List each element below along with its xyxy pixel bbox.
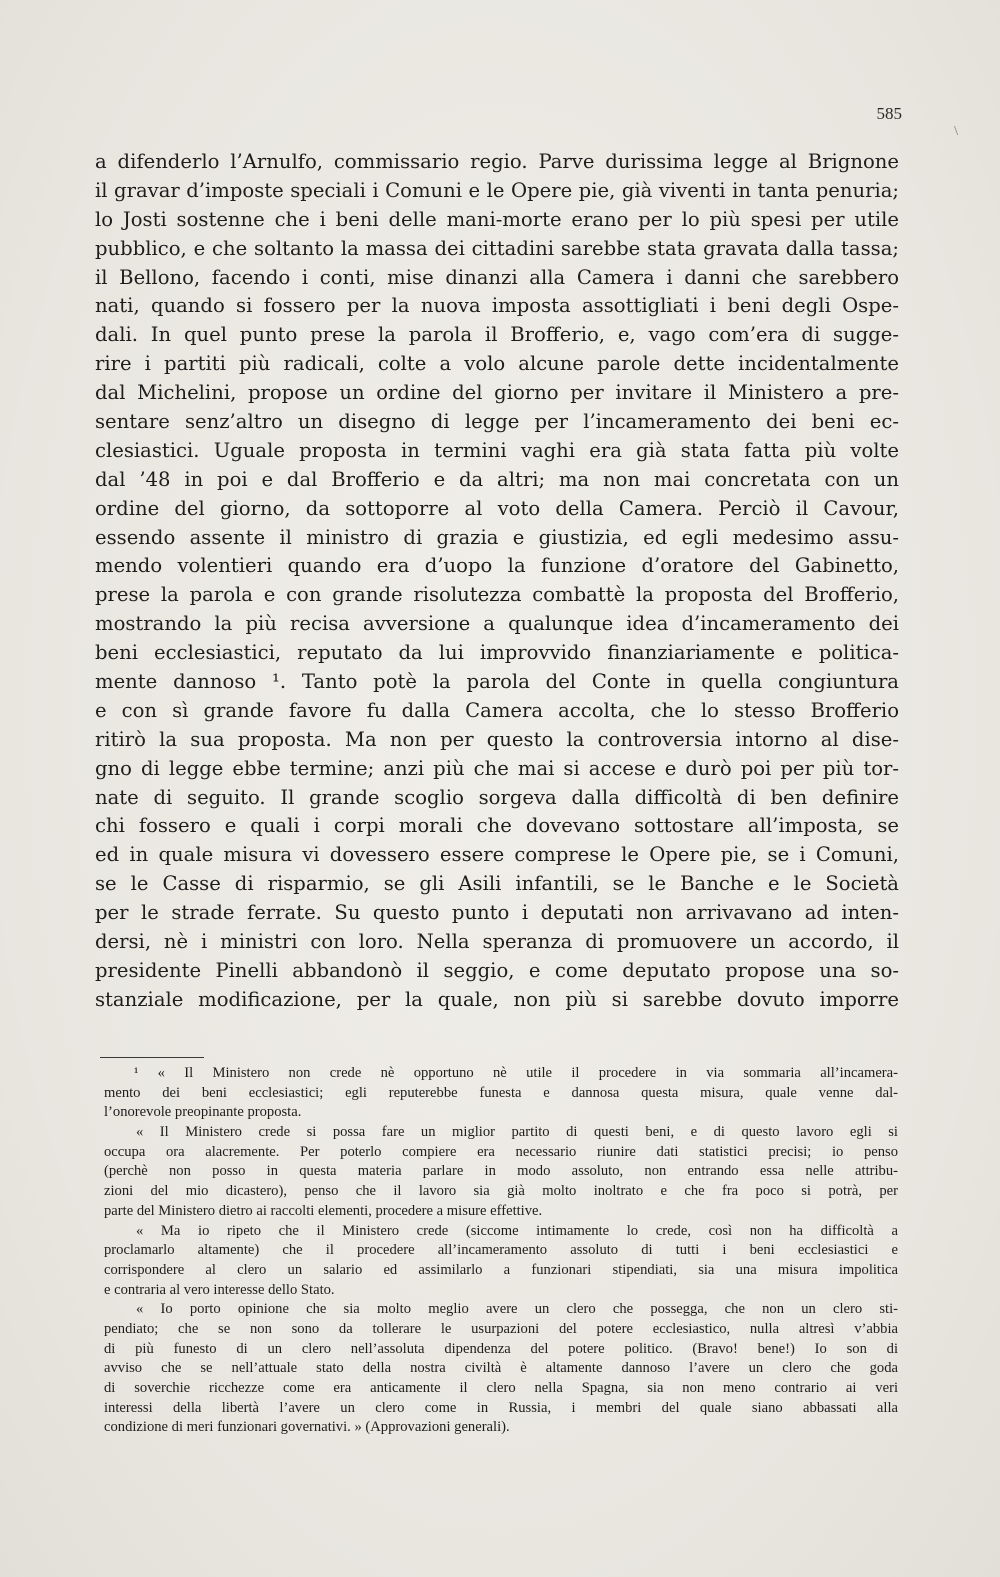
text-line: pubblico, e che soltanto la massa dei cittadini sarebbe stata gravata dalla tassa; [95,236,899,260]
footnote-line: condizione di meri funzionari governativi. » (Approvazioni generali). [104,1419,510,1436]
footnote-line: (perchè non posso in questa materia parlare in modo assoluto, non entrando essa nelle attribu- [104,1163,898,1180]
text-line: ordine del giorno, da sottoporre al voto della Camera. Perciò il Cavour, [95,496,899,520]
text-line: essendo assente il ministro di grazia e giustizia, ed egli medesimo assu- [95,525,899,549]
text-line: mostrando la più recisa avversione a qualunque idea d’incameramento dei [95,612,899,636]
footnote-line: mento dei beni ecclesiastici; egli reputerebbe funesta e dannosa questa misura, quale venne dal- [104,1084,898,1101]
text-line: beni ecclesiastici, reputato da lui improvvido finanziariamente e politica- [95,641,899,665]
text-line: dal Michelini, propose un ordine del giorno per invitare il Ministero a pre- [95,381,899,405]
text-line: nate di seguito. Il grande scoglio sorgeva dalla difficoltà di ben definire [95,785,899,809]
text-line: ritirò la sua proposta. Ma non per questo la controversia intorno al dise- [95,727,899,751]
text-line: e con sì grande favore fu dalla Camera accolta, che lo stesso Brofferio [95,698,899,722]
text-line: ed in quale misura vi dovessero essere comprese le Opere pie, se i Comuni, [95,843,899,867]
text-line: clesiastici. Uguale proposta in termini vaghi era già stata fatta più volte [95,438,899,462]
footnote-line: « Io porto opinione che sia molto meglio avere un clero che possegga, che non un clero sti- [136,1301,898,1318]
text-line: chi fossero e quali i corpi morali che dovevano sottostare all’imposta, se [95,814,899,838]
text-line: dal ’48 in poi e dal Brofferio e da altri; ma non mai concretata con un [95,467,899,491]
text-line: gno di legge ebbe termine; anzi più che mai si accese e durò poi per più tor- [95,756,899,780]
footnote-divider [100,1057,204,1058]
footnote-line: di soverchie ricchezze come era anticamente il clero nella Spagna, sia non meno contrario ai veri [104,1380,898,1396]
text-line: se le Casse di risparmio, se gli Asili infantili, se le Banche e le Società [95,872,899,896]
text-line: sentare senz’altro un disegno di legge per l’incameramento dei beni ec- [95,410,899,434]
footnotes [104,1064,898,1438]
text-line: mendo volentieri quando era d’uopo la funzione d’oratore del Gabinetto, [95,554,899,578]
footnote-line: interessi della libertà l’avere un clero come in Russia, i membri del quale siano abbassati alla [104,1399,898,1416]
footnote-line: pendiato; che se non sono da tollerare le usurpazioni del potere ecclesiastico, nulla altresì v’abbia [104,1320,898,1337]
footnote-line: proclamarlo altamente) che il procedere all’incameramento assoluto di tutti i beni ecclesiastici e [104,1242,898,1259]
footnote-line: « Il Ministero crede si possa fare un miglior partito di questi beni, e di questo lavoro egli si [136,1124,898,1141]
text-line: il Bellono, facendo i conti, mise dinanzi alla Camera i danni che sarebbero [95,265,899,289]
footnote-line: corrispondere al clero un salario ed assimilarlo a funzionari stipendiati, sia una misura impolitica [104,1261,898,1278]
text-line: il gravar d’imposte speciali i Comuni e le Opere pie, già viventi in tanta penuria; [95,178,899,202]
footnote-line: occupa ora alacremente. Per poterlo compiere era necessario riunire dati statistici precisi; io penso [104,1143,898,1160]
text-line: dersi, nè i ministri con loro. Nella speranza di promuovere un accordo, il [95,930,899,954]
page-number: 585 [876,104,902,123]
footnote-line: parte del Ministero dietro ai raccolti elementi, procedere a misure effettive. [104,1202,543,1219]
footnote-line: « Ma io ripeto che il Ministero crede (siccome intimamente lo crede, così non ha difficoltà a [136,1222,898,1239]
corner-mark: \ [954,124,958,139]
footnote-line: zioni del mio dicastero), penso che il lavoro sia già molto inoltrato e che fra poco si potrà, per [104,1183,898,1200]
footnote-line: e contraria al vero interesse dello Stato. [104,1281,335,1298]
text-line: a difenderlo l’Arnulfo, commissario regio. Parve durissima legge al Brignone [95,150,899,173]
text-line: rire i partiti più radicali, colte a volo alcune parole dette incidentalmente [95,352,899,376]
text-line: lo Josti sostenne che i beni delle mani-morte erano per lo più spesi per utile [95,207,899,231]
footnote-line: di più funesto di un clero nell’assoluta dipendenza del potere politico. (Bravo! bene!) Io son di [104,1340,898,1357]
footnote-line: l’onorevole preopinante proposta. [104,1104,302,1121]
text-line: mente dannoso ¹. Tanto potè la parola del Conte in quella congiuntura [95,670,899,694]
text-line: nati, quando si fossero per la nuova imposta assottigliati i beni degli Ospe- [95,294,899,318]
text-line: stanziale modificazione, per la quale, non più si sarebbe dovuto imporre [95,987,899,1011]
footnote-line: ¹ « Il Ministero non crede nè opportuno nè utile il procedere in via sommaria all’incamera- [134,1065,898,1081]
text-line: presidente Pinelli abbandonò il seggio, e come deputato propose una so- [95,958,899,982]
text-line: per le strade ferrate. Su questo punto i deputati non arrivavano ad inten- [95,901,899,925]
footnote-line: avviso che se nell’attuale stato della nostra civiltà è altamente dannoso l’avere un clero che goda [104,1360,898,1377]
text-line: prese la parola e con grande risolutezza combattè la proposta del Brofferio, [95,583,899,607]
main-text [95,148,899,1015]
text-line: dali. In quel punto prese la parola il Brofferio, e, vago com’era di sugge- [95,323,899,347]
